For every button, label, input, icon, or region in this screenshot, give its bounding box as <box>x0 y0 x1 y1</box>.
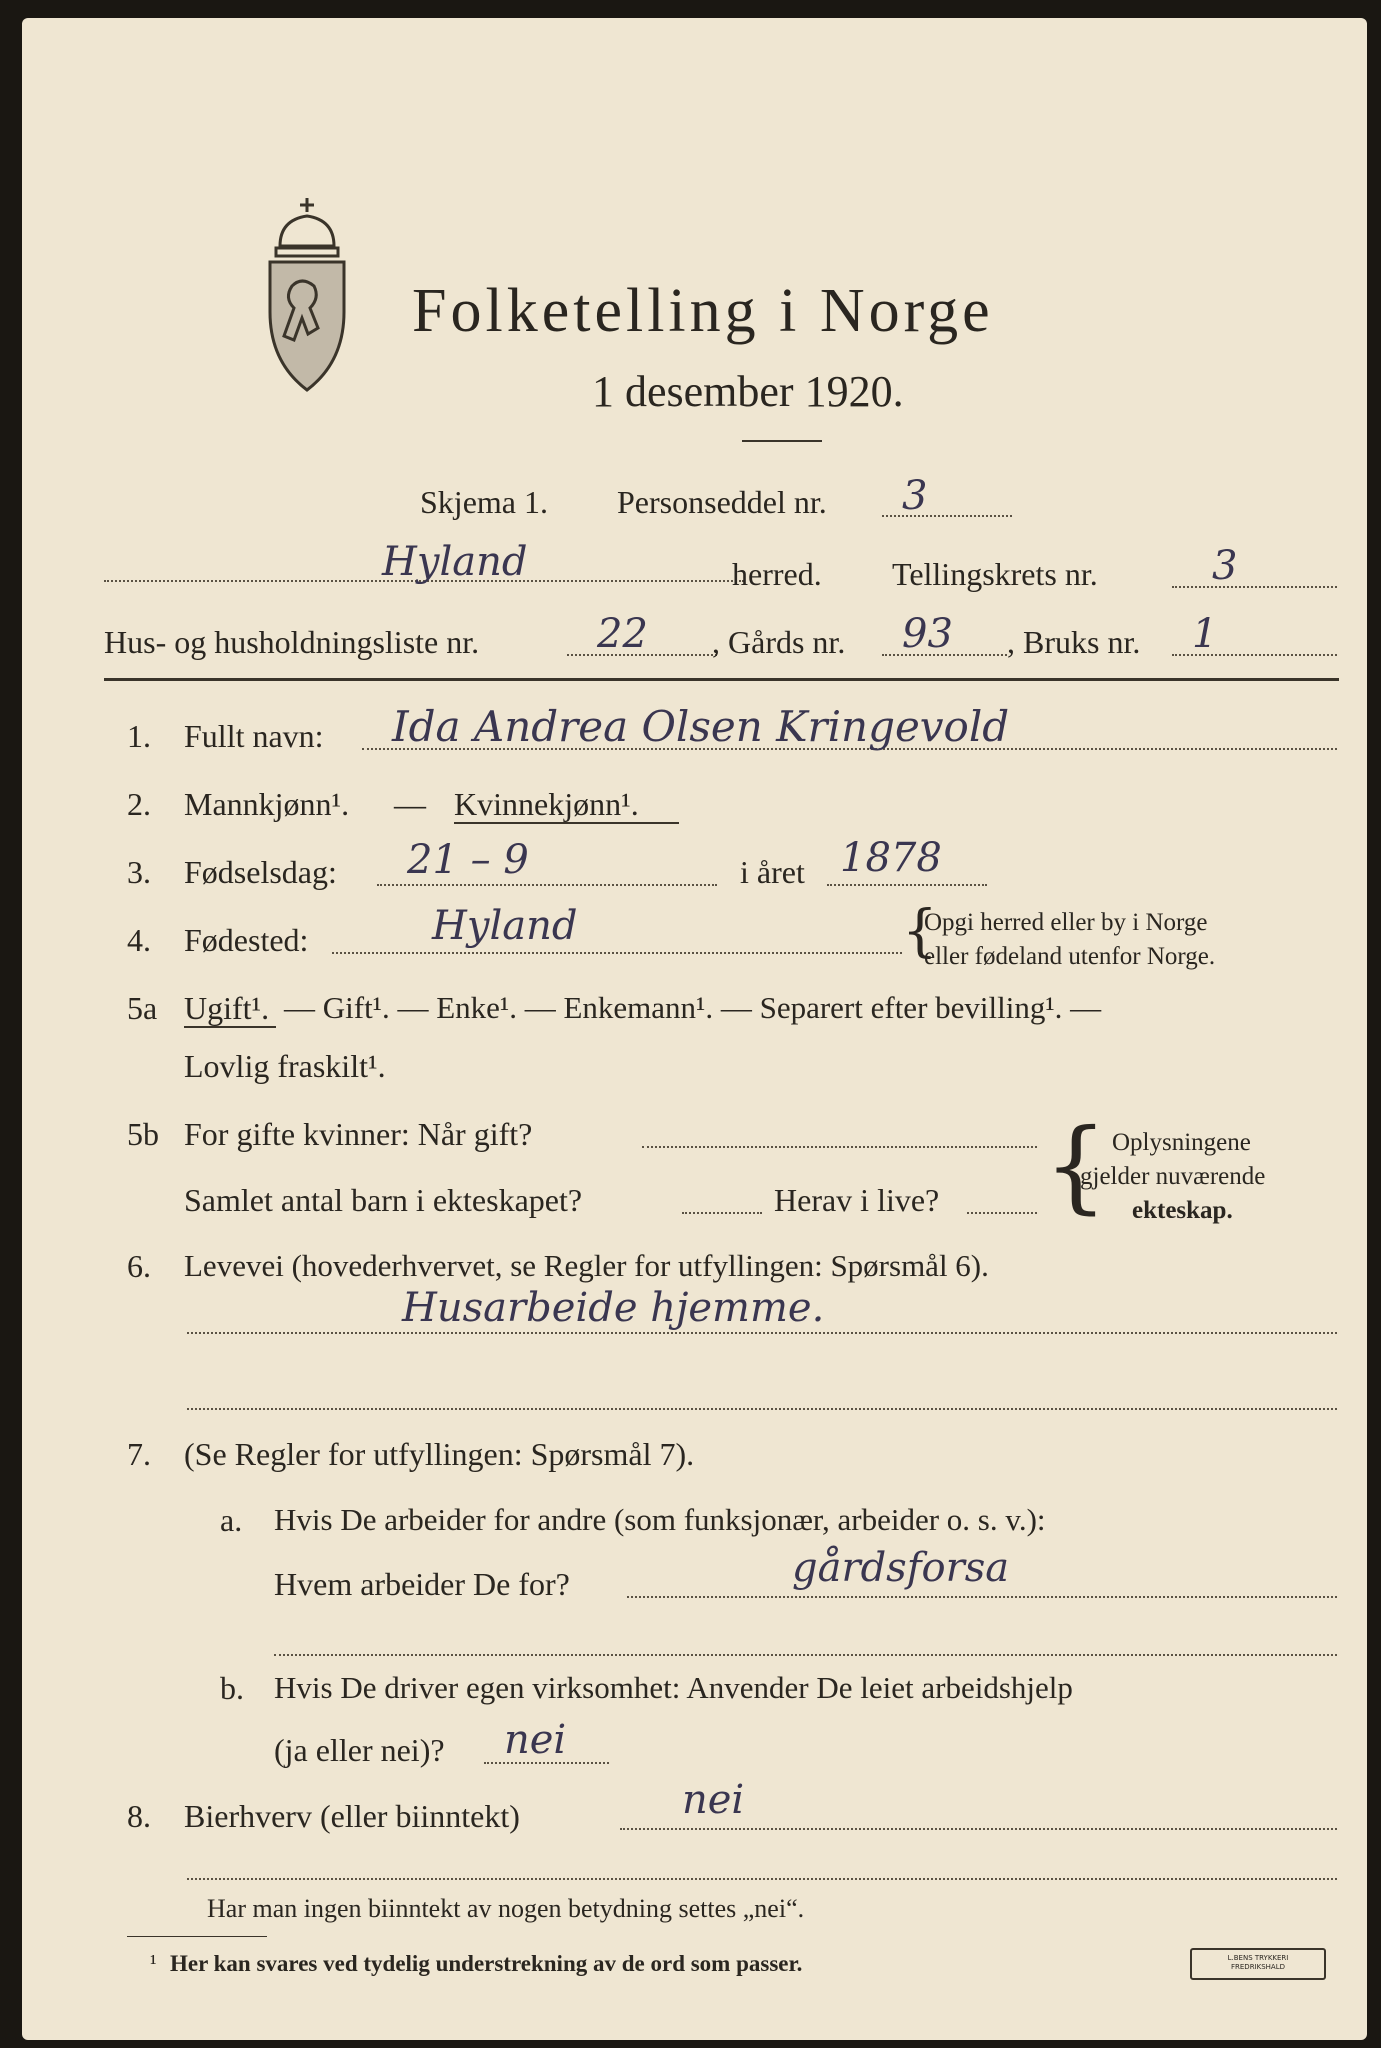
q7a-value[interactable]: gårdsforsa <box>792 1545 1010 1591</box>
q7a-letter: a. <box>220 1502 243 1538</box>
q5b-label-1: For gifte kvinner: Når gift? <box>184 1116 533 1152</box>
q1-label: Fullt navn: <box>184 718 324 754</box>
herred-value[interactable]: Hyland <box>382 539 528 585</box>
form-title: Folketelling i Norge <box>412 277 994 345</box>
q7b-letter: b. <box>220 1670 244 1706</box>
q1-value[interactable]: Ida Andrea Olsen Kringevold <box>392 702 1010 751</box>
q5a-line2: Lovlig fraskilt¹. <box>184 1048 386 1084</box>
personseddel-value[interactable]: 3 <box>902 473 928 519</box>
q5b-label-2: Samlet antal barn i ekteskapet? <box>184 1182 583 1218</box>
q4-note-1: Opgi herred eller by i Norge <box>924 909 1208 936</box>
q5a-ugift-underline <box>184 1026 276 1028</box>
coat-of-arms-icon <box>262 196 352 406</box>
census-form: Folketelling i Norge 1 desember 1920. Skjema 1. Personseddel nr. 3 Hyland herred. Tellingskrets nr. 3 Hus- og husholdningsliste nr. 22 , Gårds nr. 93 , Bruks nr. 1 1. Fullt navn: Ida Andrea Olsen Kringevold 2. Mannkjønn¹. — Kvinnekjønn¹. 3. Fødselsdag: 21 – 9 i året 1878 4. Fødested: Hyland { Opgi herred eller by i Norge eller fødeland utenfor Norge. 5a Ugift¹. — Gift¹. — Enke¹. — Enkemann¹. — Separert efter bevilling¹. — Lovlig fraskilt¹. 5b For gifte kvinner: Når gift? Samlet antal barn i ekteskapet? Herav i live? { Oplysningene gjelder nuværende ekteskap. 6. Levevei (hovederhvervet, se Regler for utfyllingen: Spørsmål 6). Husarbeide hjemme. 7. (Se Regler for utfyllingen: Spørsmål 7). a. Hvis De arbeider for andre (som funksjonær, arbeider o. s. v.): Hvem arbeider De for? gårdsforsa b. Hvis De driver egen virksomhet: Anvender De leiet arbeidshjelp (ja eller nei)? nei 8. Bierhverv (eller biinntekt) nei Har man ingen biinntekt av nogen betydning settes „nei“. ¹ Her kan svares ved tydelig understrekning av de ord som passer. L.BENS TRYKKERI FREDRIKSHALD <box>22 18 1367 2040</box>
tellingskrets-label: Tellingskrets nr. <box>892 556 1098 592</box>
q7a-label: Hvis De arbeider for andre (som funksjonær, arbeider o. s. v.): <box>274 1502 1046 1537</box>
q2-female-underline <box>454 822 679 824</box>
q4-note-2: eller fødeland utenfor Norge. <box>924 943 1216 970</box>
q3-value[interactable]: 21 – 9 <box>407 837 529 883</box>
q1-number: 1. <box>127 718 151 754</box>
q3-year-label: i året <box>740 854 805 890</box>
q7-label: (Se Regler for utfyllingen: Spørsmål 7). <box>184 1436 695 1472</box>
q7b-value[interactable]: nei <box>504 1717 567 1763</box>
q5a-number: 5a <box>127 990 158 1026</box>
title-rule <box>742 440 822 442</box>
q7b-question: (ja eller nei)? <box>274 1732 445 1768</box>
q5a-ugift[interactable]: Ugift¹. <box>184 990 270 1026</box>
q5b-note-3: ekteskap. <box>1132 1197 1233 1224</box>
q8-number: 8. <box>127 1798 151 1834</box>
q7a-question: Hvem arbeider De for? <box>274 1566 570 1602</box>
q5a-rest: — Gift¹. — Enke¹. — Enkemann¹. — Separert efter bevilling¹. — <box>284 990 1102 1025</box>
bruks-label: , Bruks nr. <box>1007 624 1141 660</box>
q2-number: 2. <box>127 786 151 822</box>
q8-note: Har man ingen biinntekt av nogen betydning settes „nei“. <box>207 1894 805 1923</box>
q6-value[interactable]: Husarbeide hjemme. <box>402 1285 825 1331</box>
q2-sep: — <box>394 786 426 822</box>
herred-label: herred. <box>732 556 822 592</box>
q3-number: 3. <box>127 854 151 890</box>
q7-number: 7. <box>127 1436 151 1472</box>
footnote-rule <box>127 1936 267 1937</box>
skjema-label: Skjema 1. <box>420 484 548 520</box>
gards-label: , Gårds nr. <box>712 624 846 660</box>
q7b-label: Hvis De driver egen virksomhet: Anvender De leiet arbeidshjelp <box>274 1670 1073 1705</box>
q5b-note-1: Oplysningene <box>1112 1129 1251 1156</box>
q8-label: Bierhverv (eller biinntekt) <box>184 1798 520 1834</box>
husliste-label: Hus- og husholdningsliste nr. <box>104 624 480 660</box>
q4-value[interactable]: Hyland <box>432 903 578 949</box>
q5b-number: 5b <box>127 1116 159 1152</box>
q4-number: 4. <box>127 922 151 958</box>
header-rule <box>104 678 1339 681</box>
q2-male: Mannkjønn¹. <box>184 786 350 822</box>
q8-value[interactable]: nei <box>682 1777 745 1823</box>
printer-stamp-line1: L.BENS TRYKKERI <box>1227 1954 1289 1962</box>
bruks-value[interactable]: 1 <box>1192 611 1218 657</box>
husliste-value[interactable]: 22 <box>597 611 648 657</box>
form-date: 1 desember 1920. <box>592 367 904 416</box>
q5b-label-3: Herav i live? <box>774 1182 940 1218</box>
footnote-text: Her kan svares ved tydelig understrekning av de ord som passer. <box>170 1951 803 1976</box>
personseddel-label: Personseddel nr. <box>617 484 827 520</box>
gards-value[interactable]: 93 <box>902 611 953 657</box>
q6-number: 6. <box>127 1248 151 1284</box>
q2-female[interactable]: Kvinnekjønn¹. <box>454 786 639 822</box>
printer-stamp <box>1190 1948 1326 1980</box>
footnote-mark: ¹ <box>150 1950 157 1975</box>
q3-year-value[interactable]: 1878 <box>840 835 942 881</box>
q3-label: Fødselsdag: <box>184 854 337 890</box>
q5b-note-2: gjelder nuværende <box>1080 1163 1266 1190</box>
printer-stamp-line2: FREDRIKSHALD <box>1230 1963 1285 1971</box>
q6-label: Levevei (hovederhvervet, se Regler for utfyllingen: Spørsmål 6). <box>184 1248 989 1283</box>
tellingskrets-value[interactable]: 3 <box>1212 543 1238 589</box>
q4-label: Fødested: <box>184 922 309 958</box>
